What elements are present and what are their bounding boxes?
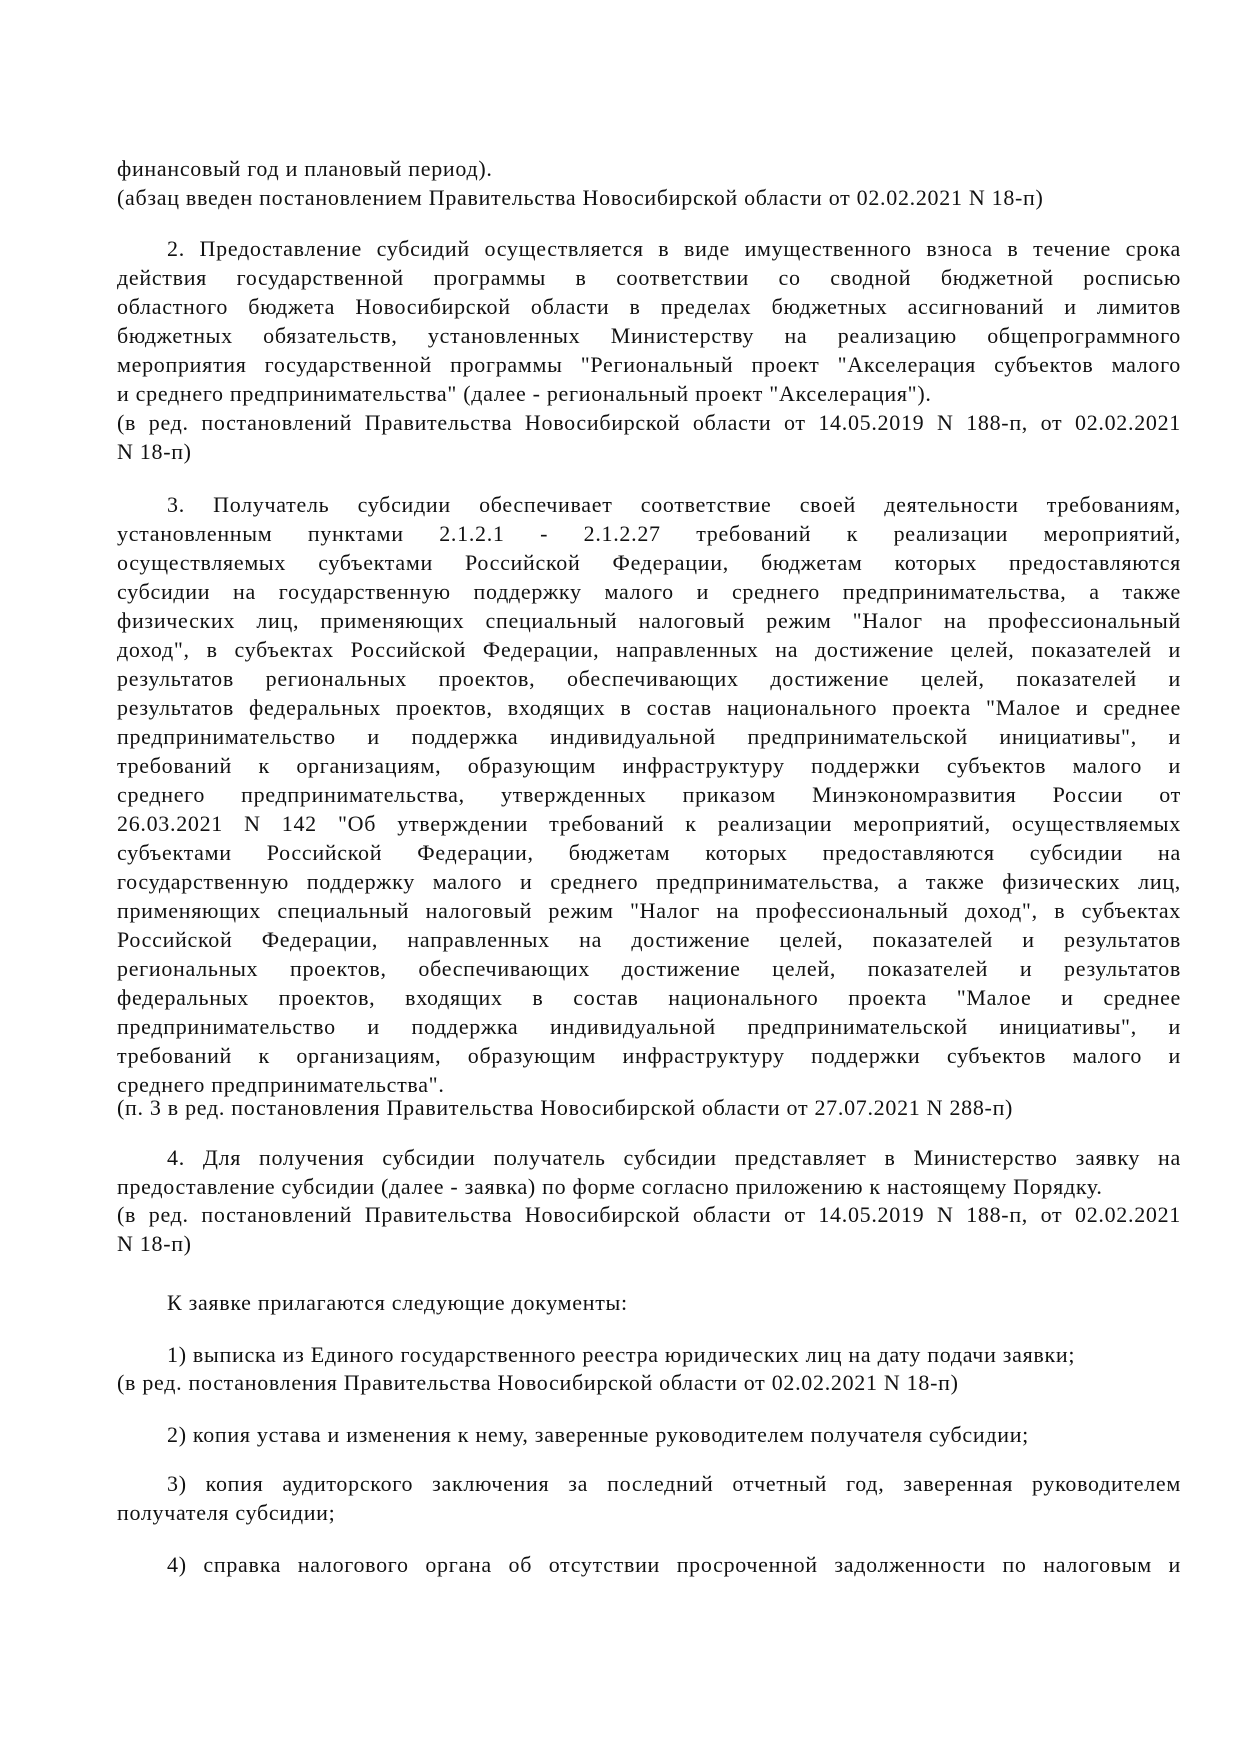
text-line: предоставление субсидии (далее - заявка) по форме согласно приложению к настоящему Порядку. [117,1174,1103,1199]
text-line: результатов федеральных проектов, входящих в состав национального проекта "Малое и среднее [117,695,1181,720]
amendment-note [117,1368,1181,1397]
paragraph-3 [117,490,1181,1099]
text-line: предпринимательство и поддержка индивидуальной предпринимательской инициативы", и [117,1014,1181,1039]
text-line: 2. Предоставление субсидий осуществляется в виде имущественного взноса в течение срока [167,236,1181,261]
text-line: результатов региональных проектов, обеспечивающих достижение целей, показателей и [117,666,1181,691]
text-line: действия государственной программы в соответствии со сводной бюджетной росписью [117,265,1181,290]
amendment-note [117,408,1181,466]
text-line: федеральных проектов, входящих в состав национального проекта "Малое и среднее [117,985,1181,1010]
text-line: региональных проектов, обеспечивающих достижение целей, показателей и результатов [117,956,1181,981]
paragraph-2 [117,234,1181,408]
text-line: 4. Для получения субсидии получатель субсидии представляет в Министерство заявку на [167,1145,1181,1170]
text-line: субъектами Российской Федерации, бюджетам которых предоставляются субсидии на [117,840,1181,865]
paragraph-4 [117,1143,1181,1201]
text-line: предпринимательство и поддержка индивидуальной предпринимательской инициативы", и [117,724,1181,749]
text-line: применяющих специальный налоговый режим "Налог на профессиональный доход", в субъектах [117,898,1181,923]
text-line: мероприятия государственной программы "Региональный проект "Акселерация субъектов малого [117,352,1181,377]
text-line: (в ред. постановлений Правительства Новосибирской области от 14.05.2019 N 188-п, от 02.02.2021 [117,1202,1181,1227]
text-line: государственную поддержку малого и среднего предпринимательства, а также физических лиц, [117,869,1181,894]
text-line: N 18-п) [117,439,192,464]
text-line: 3) копия аудиторского заключения за последний отчетный год, заверенная руководителем [167,1471,1181,1496]
text-line: (абзац введен постановлением Правительства Новосибирской области от 02.02.2021 N 18-п) [117,185,1044,210]
amendment-note [117,183,1181,212]
text-line: доход", в субъектах Российской Федерации, направленных на достижение целей, показателей и [117,637,1181,662]
text-line: и среднего предпринимательства" (далее - региональный проект "Акселерация"). [117,381,932,406]
amendment-note [117,1093,1181,1122]
text-line: финансовый год и плановый период). [117,156,493,181]
text-line: среднего предпринимательства, утвержденных приказом Минэкономразвития России от [117,782,1181,807]
text-line: 2) копия устава и изменения к нему, заверенные руководителем получателя субсидии; [167,1422,1029,1447]
text-line: 3. Получатель субсидии обеспечивает соответствие своей деятельности требованиям, [167,492,1181,517]
paragraph-continuation [117,154,1181,183]
list-item-3 [117,1469,1181,1527]
text-line: получателя субсидии; [117,1500,336,1525]
list-item-4 [117,1550,1181,1579]
text-line: физических лиц, применяющих специальный налоговый режим "Налог на профессиональный [117,608,1181,633]
text-line: 4) справка налогового органа об отсутствии просроченной задолженности по налоговым и [167,1552,1181,1577]
text-line: требований к организациям, образующим инфраструктуру поддержки субъектов малого и [117,753,1181,778]
text-line: областного бюджета Новосибирской области в пределах бюджетных ассигнований и лимитов [117,294,1181,319]
text-line: требований к организациям, образующим инфраструктуру поддержки субъектов малого и [117,1043,1181,1068]
list-item-2 [117,1420,1181,1449]
amendment-note [117,1200,1181,1258]
text-line: К заявке прилагаются следующие документы: [167,1290,628,1315]
text-line: N 18-п) [117,1231,192,1256]
text-line: субсидии на государственную поддержку малого и среднего предпринимательства, а также [117,579,1181,604]
text-line: 1) выписка из Единого государственного реестра юридических лиц на дату подачи заявки; [167,1342,1076,1367]
text-line: (в ред. постановления Правительства Новосибирской области от 02.02.2021 N 18-п) [117,1370,959,1395]
text-line: бюджетных обязательств, установленных Министерству на реализацию общепрограммного [117,323,1181,348]
text-line: осуществляемых субъектами Российской Федерации, бюджетам которых предоставляются [117,550,1181,575]
list-item-1 [117,1340,1181,1369]
text-line: (в ред. постановлений Правительства Новосибирской области от 14.05.2019 N 188-п, от 02.02.2021 [117,410,1181,435]
attachments-intro [117,1288,1181,1317]
text-line: 26.03.2021 N 142 "Об утверждении требований к реализации мероприятий, осуществляемых [117,811,1181,836]
text-line: среднего предпринимательства". [117,1072,445,1097]
text-line: (п. 3 в ред. постановления Правительства Новосибирской области от 27.07.2021 N 288-п) [117,1095,1014,1120]
text-line: Российской Федерации, направленных на достижение целей, показателей и результатов [117,927,1181,952]
text-line: установленным пунктами 2.1.2.1 - 2.1.2.27 требований к реализации мероприятий, [117,521,1181,546]
